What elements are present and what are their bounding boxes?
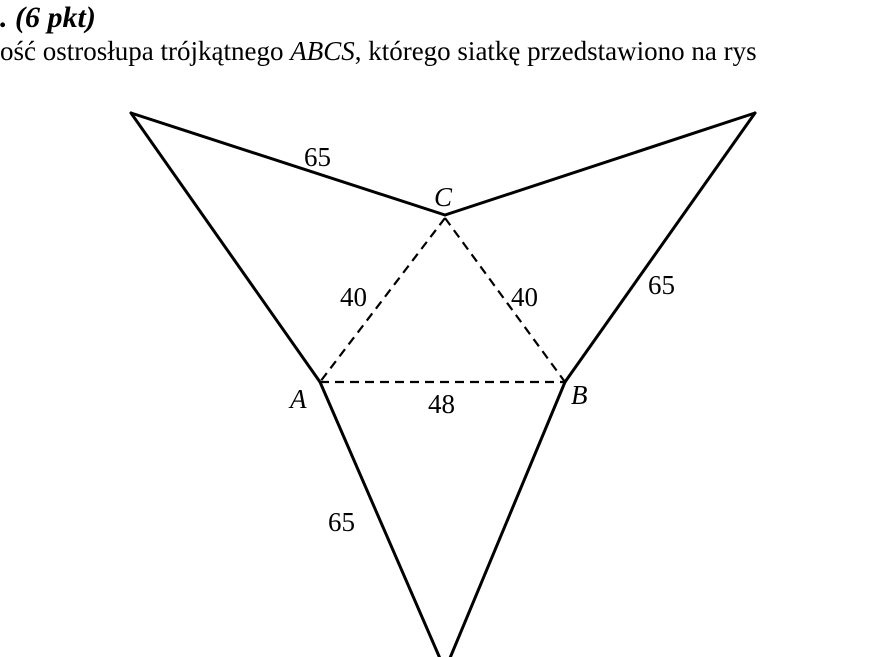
label-edge-ac: 40	[340, 282, 367, 312]
label-bottom-left-edge: 65	[328, 507, 355, 537]
pyramid-name: ABCS	[290, 36, 355, 66]
label-right-edge: 65	[648, 270, 675, 300]
task-heading: . (6 pkt)	[0, 1, 96, 34]
task-text-before: ość ostrosłupa trójkątnego	[0, 36, 291, 66]
net-edge-left-outer	[131, 113, 320, 382]
base-edge-ac	[320, 218, 445, 382]
vertex-label-b: B	[571, 380, 588, 410]
net-edge-right-outer	[565, 113, 755, 382]
label-top-left-edge: 65	[304, 142, 331, 172]
net-edge-top-right-outer	[445, 113, 755, 215]
base-edge-bc	[445, 218, 565, 382]
label-edge-ab: 48	[428, 389, 455, 419]
task-text-after: , którego siatkę przedstawiono na rys	[354, 36, 757, 66]
vertex-label-c: C	[434, 182, 453, 212]
label-edge-bc: 40	[511, 282, 538, 312]
vertex-label-a: A	[290, 384, 307, 414]
net-edge-top-left-outer	[131, 113, 445, 215]
net-edge-bottom-right-outer	[445, 382, 565, 657]
